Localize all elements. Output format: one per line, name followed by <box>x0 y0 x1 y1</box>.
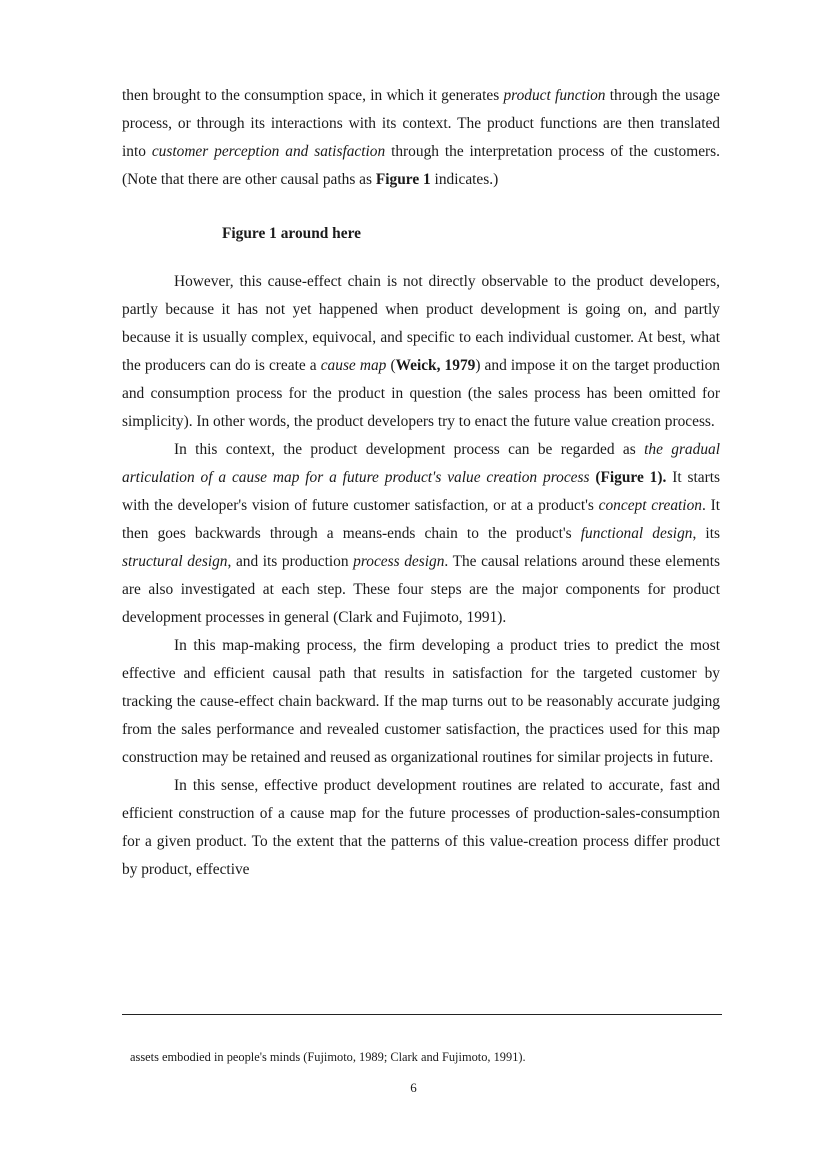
footnote-divider <box>122 1014 722 1015</box>
text-run: ) and impose it on the target production and consumption process for the product in question (the sales process has been omitted for simplicity). In other words, the product developers try to enact the future value creation process. <box>122 357 720 430</box>
text-run: , and its production <box>227 553 354 570</box>
text-run: indicates.) <box>430 171 499 188</box>
text-run: , its <box>692 525 720 542</box>
italic-term: concept creation <box>598 497 702 514</box>
paragraph-4: In this map-making process, the firm developing a product tries to predict the most effective and efficient causal path that results in satisfaction for the targeted customer by tracking the cause-effect chain backward. If the map turns out to be reasonably accurate judging from the sales performance and revealed customer satisfaction, the practices used for this map construction may be retained and reused as organizational routines for similar projects in future. <box>122 637 720 766</box>
paragraph-2 <box>122 268 720 436</box>
text-run: . It then goes backwards through a means-ends chain to the product's <box>122 497 720 542</box>
italic-term: structural design <box>122 553 228 570</box>
italic-term: the gradual articulation of a cause map for a future product's value creation process <box>122 441 720 486</box>
italic-term: functional design <box>580 525 693 542</box>
text-run: It starts with the developer's vision of future customer satisfaction, or at a product's <box>122 469 720 514</box>
bold-reference: (Figure 1). <box>595 469 667 486</box>
text-run: ( <box>386 357 396 374</box>
text-run: through the interpretation process of the customers. (Note that there are other causal paths as <box>122 143 720 188</box>
italic-term: customer perception and satisfaction <box>151 143 386 160</box>
text-run: through the usage process, or through its interactions with its context. The product functions are then translated into <box>122 87 720 160</box>
paragraph-5: In this sense, effective product development routines are related to accurate, fast and efficient construction of a cause map for the future processes of production-sales-consumption for a given product. To the extent that the patterns of this value-creation process differ product by product, effective <box>122 777 720 878</box>
italic-term: product function <box>503 87 606 104</box>
paragraph-1 <box>122 82 720 194</box>
italic-term: cause map <box>320 357 387 374</box>
figure-placement-note: Figure 1 around here <box>222 225 361 242</box>
text-run: In this context, the product development process can be regarded as <box>174 441 645 458</box>
paragraph-3 <box>122 436 720 632</box>
page-number: 6 <box>410 1080 417 1095</box>
footnote: assets embodied in people's minds (Fujimoto, 1989; Clark and Fujimoto, 1991). <box>130 1050 526 1064</box>
text-run: then brought to the consumption space, in which it generates <box>122 87 504 104</box>
bold-reference: Weick, 1979 <box>395 357 476 374</box>
text-run: . The causal relations around these elements are also investigated at each step. These four steps are the major components for product development processes in general (Clark and Fujimoto, 1991). <box>122 553 720 626</box>
document-body <box>122 82 720 884</box>
text-run: However, this cause-effect chain is not directly observable to the product developers, partly because it has not yet happened when product development is going on, and partly because it is usually complex, equivocal, and specific to each individual customer. At best, what the producers can do is create a <box>122 273 720 374</box>
italic-term: process design <box>353 553 445 570</box>
bold-reference: Figure 1 <box>375 171 431 188</box>
